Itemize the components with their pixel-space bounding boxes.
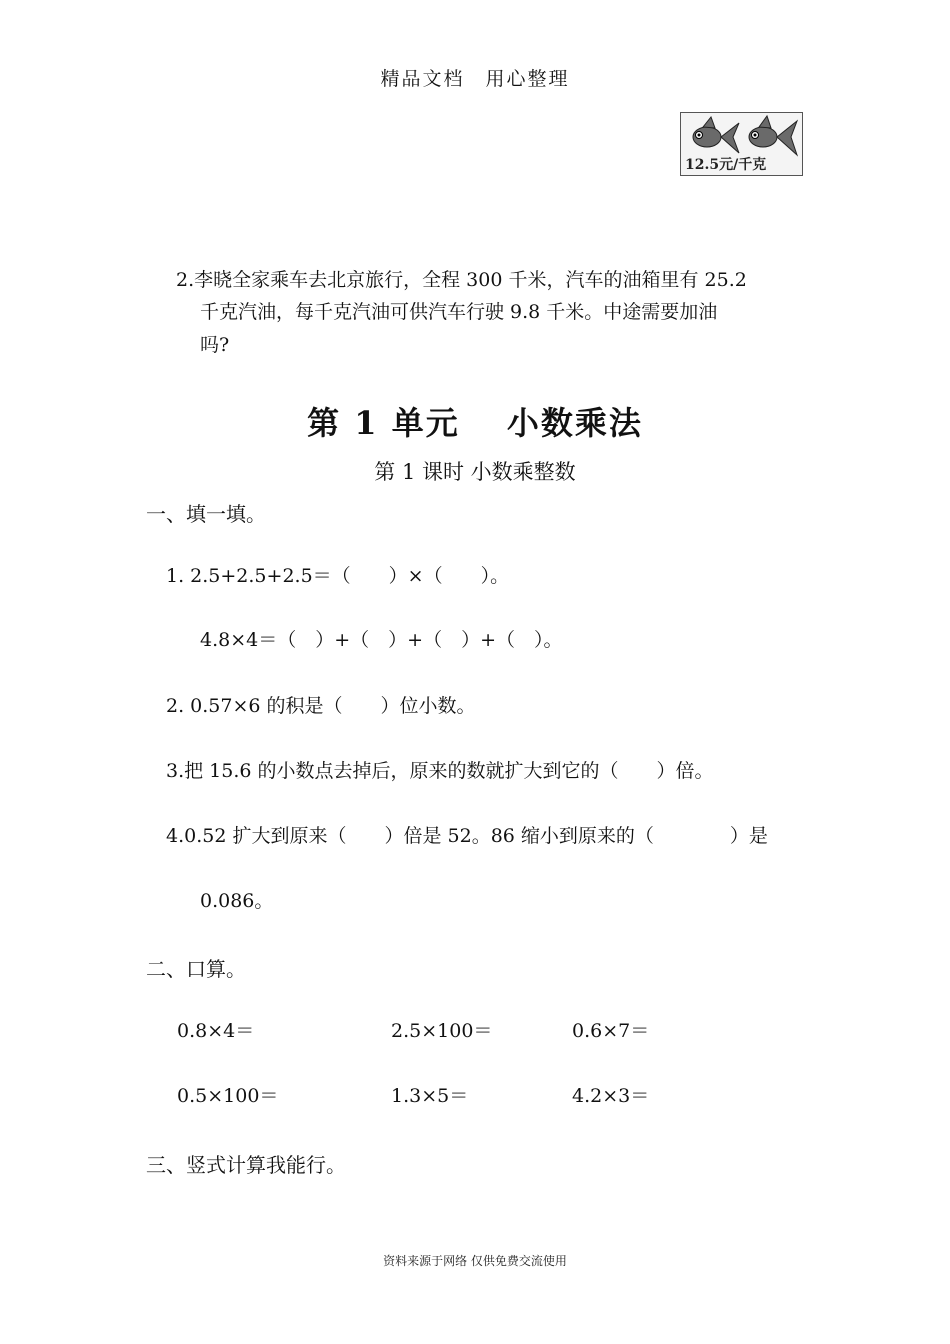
page-header: 精品文档 用心整理: [380, 68, 570, 90]
lesson-title: 第 1 课时 小数乘整数: [374, 460, 576, 484]
problem2-line1: 2.李晓全家乘车去北京旅行，全程 300 千米，汽车的油箱里有 25.2: [176, 269, 747, 291]
unit-title: 第 1 单元 小数乘法: [307, 404, 643, 442]
problem2-line2: 千克汽油，每千克汽油可供汽车行驶 9.8 千米。中途需要加油: [200, 301, 718, 323]
mental-calc-item: 2.5×100＝: [391, 1020, 493, 1042]
problem2-line3: 吗?: [200, 334, 230, 356]
section1-heading: 一、填一填。: [146, 502, 266, 526]
section3-heading: 三、竖式计算我能行。: [146, 1153, 346, 1177]
section2-heading: 二、口算。: [146, 957, 246, 981]
question-4a: 4.0.52 扩大到原来（ ）倍是 52。86 缩小到原来的（ ）是: [166, 825, 768, 847]
question-1b: 4.8×4＝（ ）+（ ）+（ ）+（ ）。: [200, 629, 563, 651]
mental-calc-item: 0.8×4＝: [177, 1020, 255, 1042]
price-label: 12.5元/千克: [685, 157, 767, 173]
mental-calc-item: 0.6×7＝: [572, 1020, 650, 1042]
question-2: 2. 0.57×6 的积是（ ）位小数。: [166, 695, 476, 717]
question-3: 3.把 15.6 的小数点去掉后，原来的数就扩大到它的（ ）倍。: [166, 760, 714, 782]
goldfish-price-image: [680, 112, 803, 176]
question-1a: 1. 2.5+2.5+2.5＝（ ）×（ ）。: [166, 565, 510, 587]
question-4b: 0.086。: [200, 890, 274, 912]
mental-calc-item: 4.2×3＝: [572, 1085, 650, 1107]
mental-calc-item: 0.5×100＝: [177, 1085, 279, 1107]
page-footer: 资料来源于网络 仅供免费交流使用: [383, 1254, 567, 1268]
mental-calc-item: 1.3×5＝: [391, 1085, 469, 1107]
